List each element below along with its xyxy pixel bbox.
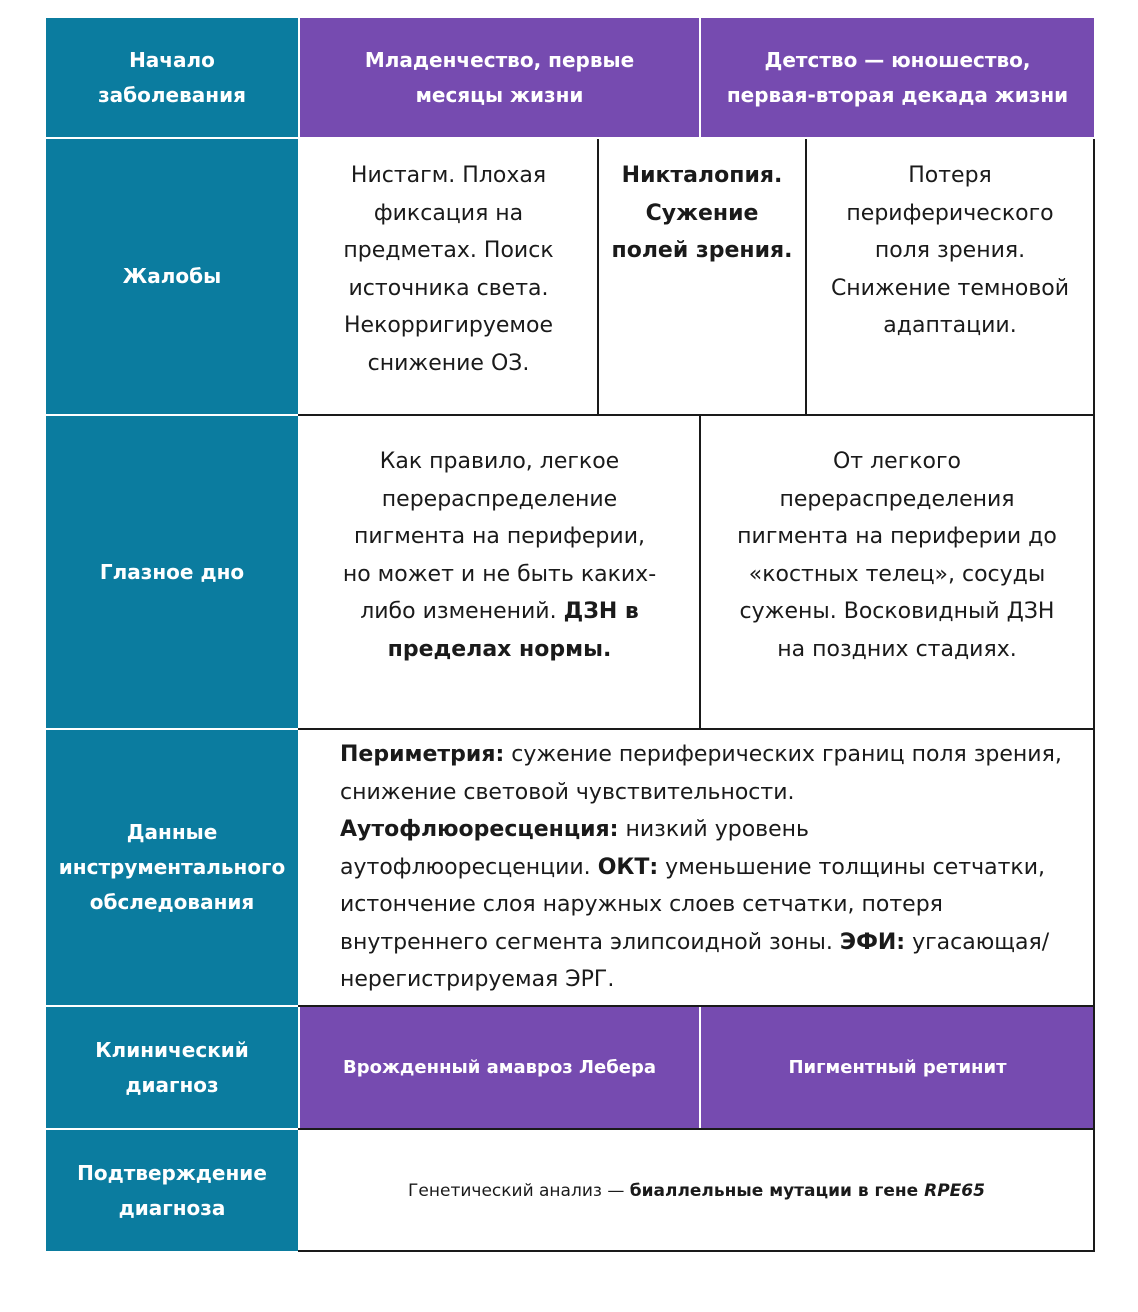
label-fundus [46,416,298,728]
confirmation-content [408,1177,985,1205]
perimetry-label: Периметрия: [340,742,505,768]
instrumental-content [340,736,1063,999]
diagnosis-rp-text: Пигментный ретинит [788,1057,1007,1078]
complaints-lca [300,139,597,414]
label-complaints [46,139,298,414]
fundus-rp [701,416,1093,728]
fundus-rp-text: От легкого перераспределения пигмента на периферии до «костных телец», сосуды сужены. Восковидный ДЗН на поздних стадиях. [737,449,1057,662]
fundus-lca [300,416,699,728]
label-instrumental [46,730,298,1005]
confirmation-bold: биаллельные мутации в гене [629,1180,925,1201]
onset-childhood [701,18,1094,137]
label-confirmation-text: Подтверждение диагноза [77,1160,267,1220]
autofluorescence-text: низкий уровень аутофлюоресценции. [340,817,810,880]
divider-row2 [298,414,1095,416]
divider-complaints-1 [597,139,599,415]
diagnosis-lca-text: Врожденный амавроз Лебера [343,1057,656,1078]
complaints-rp-text: Потеря периферического поля зрения. Снижение темновой адаптации. [830,163,1070,338]
fundus-lca-content [338,443,661,668]
confirmation-genetic [300,1130,1093,1251]
divider-row3 [298,728,1095,730]
label-complaints-text: Жалобы [122,264,222,288]
efi-label: ЭФИ: [839,929,906,955]
autofluorescence-label: Аутофлюоресценция: [340,817,619,843]
label-onset-text: Начало заболевания [98,47,246,107]
diagnosis-lca [300,1007,699,1128]
diagnosis-rp [701,1007,1094,1128]
fundus-lca-text: Как правило, легкое перераспределение пигмента на периферии, но может и не быть каких-либо изменений. [342,449,657,624]
label-onset [46,18,298,137]
gene-name: RPE65 [924,1180,985,1201]
divider-fundus [699,415,701,729]
efi-text: угасающая/нерегистрируемая ЭРГ. [340,929,1050,993]
instrumental-data [300,730,1093,1005]
divider-row5 [298,1128,1095,1130]
border-right [1093,139,1095,1252]
divider-complaints-2 [805,139,807,415]
complaints-rp [807,139,1093,414]
onset-childhood-text: Детство — юношество, первая-вторая декада жизни [726,47,1069,107]
label-diagnosis-text: Клинический диагноз [95,1037,249,1097]
complaints-middle-text: Никталопия. Сужение полей зрения. [611,163,793,263]
oct-text: уменьшение толщины сетчатки, истончение слоя наружных слоев сетчатки, потеря внутреннего сегмента элипсоидной зоны. [340,854,1045,955]
border-bottom [298,1250,1095,1252]
complaints-middle [599,139,805,414]
label-fundus-text: Глазное дно [99,559,245,584]
divider-row4 [298,1005,1095,1007]
oct-label: ОКТ: [597,854,659,880]
label-confirmation [46,1130,298,1251]
complaints-lca-text: Нистагм. Плохая фиксация на предметах. Поиск источника света. Некорригируемое снижение ОЗ. [343,163,554,376]
perimetry-text: сужение периферических границ поля зрения, снижение световой чувствительности. [340,742,1062,805]
fundus-lca-bold: ДЗН в пределах нормы. [387,599,639,662]
label-instrumental-text: Данные инструментального обследования [58,820,286,914]
onset-infancy [300,18,699,137]
onset-infancy-text: Младенчество, первые месяцы жизни [364,47,635,107]
confirmation-plain: Генетический анализ — [408,1180,630,1201]
label-diagnosis [46,1007,298,1128]
